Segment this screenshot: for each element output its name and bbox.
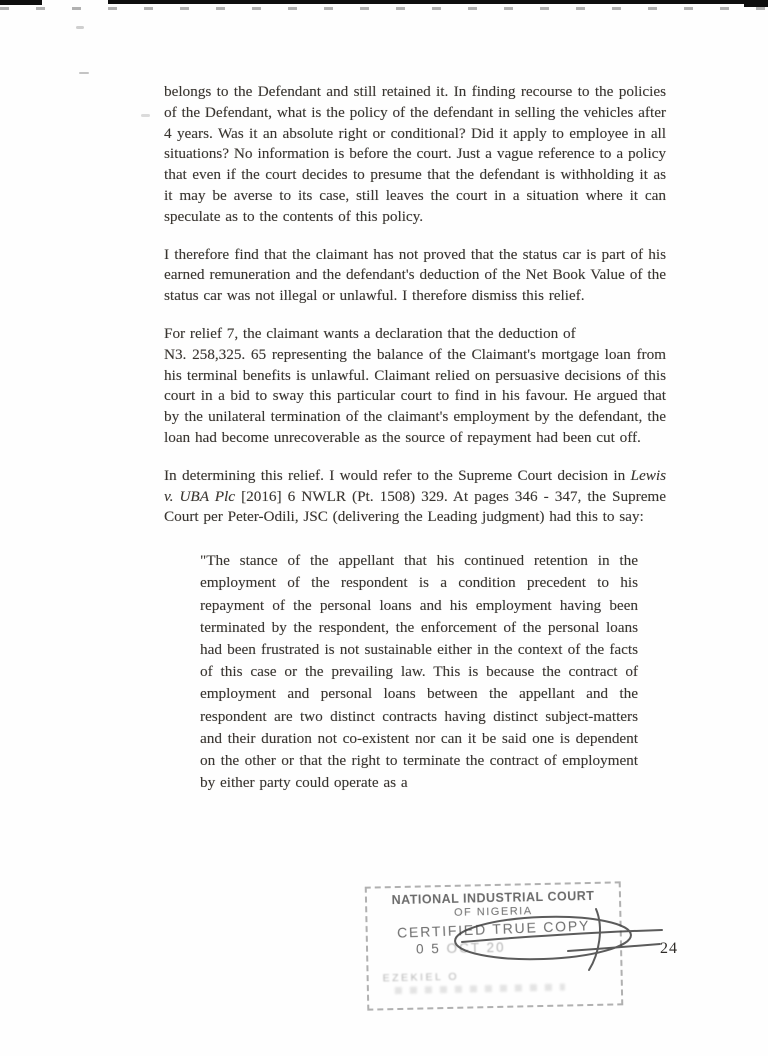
stamp-date-day: 0 5 [415,941,441,957]
document-body [164,82,666,794]
scan-speck [76,26,84,29]
case-citation: Lewis v. UBA Plc [164,466,666,505]
stamp-certification-text: CERTIFIED TRUE COPY [396,917,591,941]
quoted-passage [200,550,638,794]
scan-speck [79,72,89,74]
scan-artifact-bar [0,0,42,5]
text-run: [2016] 6 NWLR (Pt. 1508) 329. At pages 346 - 347, the Supreme Court per Peter-Odili, JSC (delivering the Leading judgment) had this to say: [164,487,666,526]
paragraph-4 [164,466,666,528]
stamp-date-rest: OCT 20 [446,939,506,956]
text-run: "The stance of the appellant that his continued retention in the employment of the respondent is a condition precedent to his repayment of the personal loans and his employment having been terminated by the respondent, the enforcement of the personal loans had been frustrated is not sustainable either in the context of the facts of this case or the prevailing law. This is because the contract of employment and personal loans between the appellant and the respondent are two distinct contracts having distinct subject-matters and their duration not co-existent nor can it be said one is dependent on the other or that the right to terminate the contract of employment by either party could operate as a [200,552,638,792]
stamp-court-country: OF NIGERIA [453,905,533,919]
scan-artifact-dashes [0,7,768,10]
text-run: In determining this relief. I would refer to the Supreme Court decision in [164,466,631,484]
page-number: 24 [660,940,678,957]
stamp-court-name: NATIONAL INDUSTRIAL COURT [391,888,595,908]
text-run: I therefore find that the claimant has not proved that the status car is part of his earned remuneration and the defendant's deduction of the Net Book Value of the status car was not illegal or unlawful. I therefore dismiss this relief. [164,245,666,305]
scan-artifact-bar [744,0,768,7]
text-run: For relief 7, the claimant wants a declaration that the deduction of [164,324,576,342]
paragraph-3 [164,324,666,449]
text-run: belongs to the Defendant and still retained it. In finding recourse to the policies of the Defendant, what is the policy of the defendant in selling the vehicles after 4 years. Was it an absolute right or conditional? Did it apply to employee in all situations? No information is before the court. Just a vague reference to a policy that even if the court decides to presume that the defendant is withholding it as it may be averse to its case, still leaves the court in a situation where it can speculate as to the contents of this policy. [164,83,666,225]
signature-scribble [448,906,670,976]
paragraph-1 [164,82,666,228]
scan-speck [141,114,150,117]
text-run: N3. 258,325. 65 representing the balance of the Claimant's mortgage loan from his terminal benefits is unlawful. Claimant relied on persuasive decisions of this court in a bid to sway this particular court to find in his favour. He argued that by the unilateral termination of the claimant's employment by the defendant, the loan had become unrecoverable as the source of repayment had been cut off. [164,345,666,446]
stamp-officer-name: EZEKIEL O [382,970,460,985]
paragraph-2 [164,245,666,307]
scan-artifact-bar [108,0,760,4]
stamp-illegible-line [395,984,565,995]
